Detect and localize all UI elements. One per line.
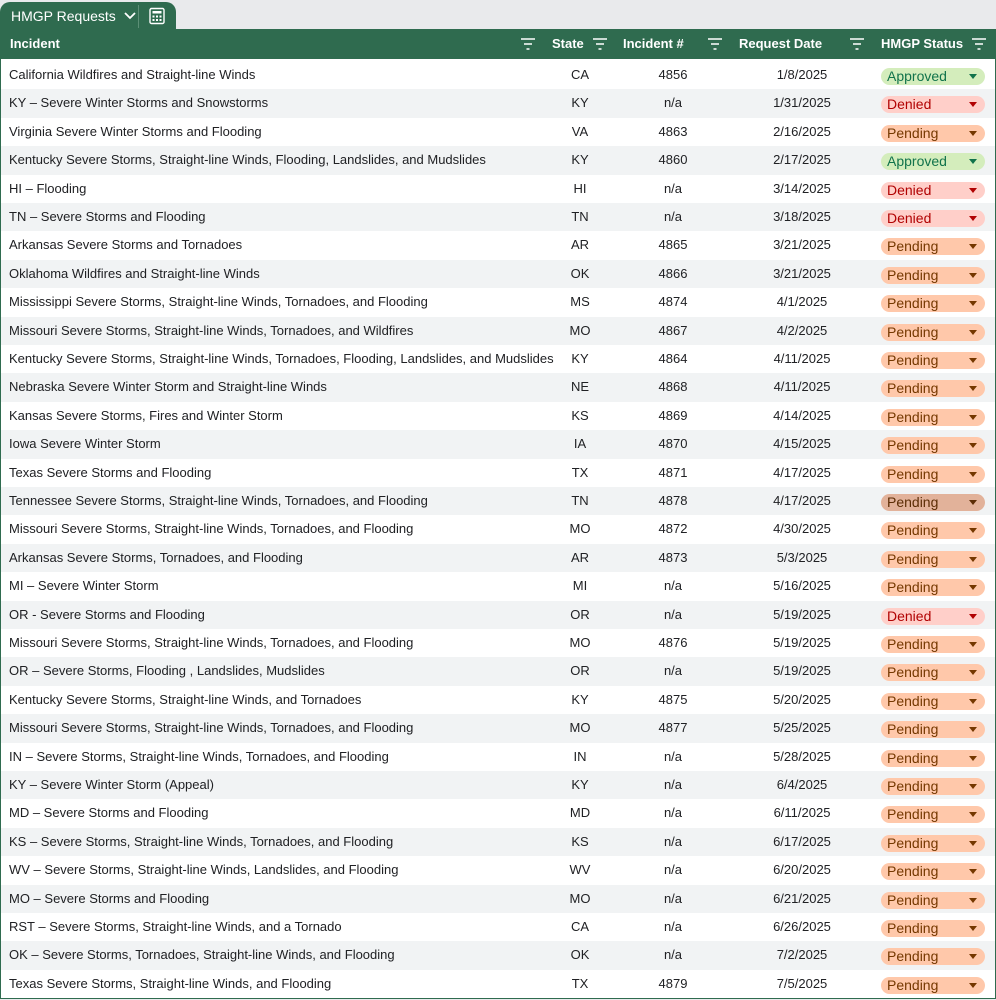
dropdown-arrow-icon[interactable] [969, 557, 977, 562]
state-cell[interactable]: NE [570, 379, 590, 395]
incident-number-cell[interactable]: n/a [663, 209, 683, 224]
incident-cell[interactable]: Arkansas Severe Storms and Tornadoes [9, 237, 243, 253]
table-row[interactable] [1, 430, 995, 458]
status-dropdown-chip[interactable] [881, 835, 985, 852]
incident-number-cell[interactable]: 4871 [658, 464, 688, 480]
incident-number-cell[interactable]: 4873 [658, 549, 688, 565]
status-label: Pending [887, 579, 939, 596]
status-label: Pending [887, 920, 939, 936]
status-label: Pending [887, 352, 939, 368]
request-date-cell[interactable]: 6/4/2025 [776, 777, 828, 792]
table-row[interactable] [1, 572, 995, 600]
dropdown-arrow-icon[interactable] [969, 585, 977, 590]
request-date-cell[interactable]: 7/2/2025 [776, 947, 828, 963]
status-label: Denied [887, 210, 932, 226]
status-dropdown-chip[interactable] [881, 693, 985, 710]
incident-number-cell[interactable]: 4872 [658, 521, 688, 537]
state-cell[interactable]: AR [570, 549, 590, 565]
status-dropdown-chip[interactable] [881, 636, 985, 653]
incident-number-cell[interactable]: 4863 [658, 123, 688, 139]
incident-number-cell[interactable]: n/a [663, 919, 683, 934]
state-cell[interactable]: TX [571, 975, 589, 991]
table-row[interactable] [1, 913, 995, 941]
state-cell[interactable]: AR [570, 237, 590, 253]
request-date-cell[interactable]: 4/11/2025 [773, 379, 831, 395]
state-cell[interactable]: OK [570, 265, 590, 281]
status-dropdown-chip[interactable] [881, 608, 985, 625]
status-dropdown-chip[interactable] [881, 210, 985, 227]
incident-cell[interactable]: Oklahoma Wildfires and Straight-line Winds [9, 265, 260, 281]
header-request-date[interactable]: Request Date [739, 36, 823, 51]
status-label: Pending [887, 437, 939, 454]
dropdown-arrow-icon[interactable] [969, 188, 977, 193]
table-row[interactable] [1, 345, 995, 373]
table-row[interactable] [1, 402, 995, 430]
table-row[interactable] [1, 828, 995, 856]
incident-cell[interactable]: Kansas Severe Storms, Fires and Winter Storm [9, 407, 283, 423]
incident-number-cell[interactable]: 4868 [658, 379, 688, 395]
status-dropdown-chip[interactable] [881, 238, 985, 255]
status-label: Pending [887, 834, 939, 851]
header-incident[interactable]: Incident [10, 36, 60, 51]
dropdown-arrow-icon[interactable] [969, 216, 977, 221]
state-cell[interactable]: OR [570, 606, 590, 622]
state-cell[interactable]: TN [571, 493, 589, 508]
dropdown-arrow-icon[interactable] [969, 954, 977, 959]
status-label: Pending [887, 976, 939, 993]
table-row[interactable] [1, 601, 995, 629]
incident-cell[interactable]: OR – Severe Storms, Flooding , Landslides, Mudslides [9, 663, 325, 679]
incident-cell[interactable]: MO – Severe Storms and Flooding [9, 890, 210, 906]
table-row[interactable] [1, 260, 995, 288]
incident-cell[interactable]: IN – Severe Storms, Straight-line Winds, Tornadoes, and Flooding [9, 748, 389, 764]
status-label: Denied [887, 607, 932, 624]
request-date-cell[interactable]: 5/19/2025 [773, 663, 831, 679]
status-dropdown-chip[interactable] [881, 153, 985, 170]
request-date-cell[interactable]: 4/1/2025 [776, 294, 828, 310]
dropdown-arrow-icon[interactable] [969, 926, 977, 931]
request-date-cell[interactable]: 4/11/2025 [773, 351, 831, 366]
state-cell[interactable]: CA [570, 919, 590, 934]
request-date-cell[interactable]: 3/21/2025 [773, 237, 831, 253]
table-row[interactable] [1, 175, 995, 203]
status-label: Pending [887, 295, 939, 312]
dropdown-arrow-icon[interactable] [969, 500, 977, 505]
dropdown-arrow-icon[interactable] [969, 784, 977, 789]
request-date-cell[interactable]: 2/17/2025 [773, 152, 831, 168]
incident-number-cell[interactable]: n/a [663, 862, 683, 878]
status-dropdown-chip[interactable] [881, 778, 985, 795]
request-date-cell[interactable]: 3/21/2025 [773, 265, 831, 281]
sheet-tab[interactable] [0, 2, 176, 29]
dropdown-arrow-icon[interactable] [969, 983, 977, 988]
filter-icon[interactable] [708, 38, 722, 50]
status-dropdown-chip[interactable] [881, 977, 985, 994]
incident-cell[interactable]: Kentucky Severe Storms, Straight-line Winds, Tornadoes, Flooding, Landslides, and Mudslides [9, 351, 554, 366]
status-label: Pending [887, 323, 939, 340]
state-cell[interactable]: IN [573, 748, 587, 764]
request-date-cell[interactable]: 5/25/2025 [773, 720, 831, 736]
incident-cell[interactable]: Nebraska Severe Winter Storm and Straight-line Winds [9, 379, 327, 395]
incident-cell[interactable]: OK – Severe Storms, Tornadoes, Straight-line Winds, and Flooding [9, 947, 395, 963]
status-dropdown-chip[interactable] [881, 125, 985, 142]
calculator-icon[interactable] [148, 7, 166, 25]
status-label: Pending [887, 948, 939, 965]
incident-number-cell[interactable]: n/a [663, 748, 683, 764]
table-row[interactable] [1, 799, 995, 827]
status-dropdown-chip[interactable] [881, 466, 985, 483]
table-row[interactable] [1, 657, 995, 685]
incident-number-cell[interactable]: n/a [663, 180, 683, 196]
incident-cell[interactable]: MD – Severe Storms and Flooding [9, 805, 209, 821]
dropdown-arrow-icon[interactable] [969, 642, 977, 647]
incident-number-cell[interactable]: 4878 [658, 493, 688, 508]
request-date-cell[interactable]: 6/17/2025 [773, 833, 831, 849]
incident-cell[interactable]: Texas Severe Storms, Straight-line Winds, and Flooding [9, 975, 332, 991]
state-cell[interactable]: MO [569, 521, 591, 537]
state-cell[interactable]: VA [571, 123, 589, 139]
request-date-cell[interactable]: 2/16/2025 [773, 123, 831, 139]
dropdown-arrow-icon[interactable] [969, 415, 977, 420]
dropdown-arrow-icon[interactable] [969, 443, 977, 448]
state-cell[interactable]: KY [571, 351, 589, 366]
state-cell[interactable]: HI [573, 180, 587, 196]
state-cell[interactable]: OR [570, 663, 590, 679]
state-cell[interactable]: KY [571, 691, 589, 707]
status-label: Pending [887, 636, 939, 652]
status-label: Approved [887, 68, 947, 84]
dropdown-arrow-icon[interactable] [969, 699, 977, 704]
status-dropdown-chip[interactable] [881, 806, 985, 823]
table-row[interactable] [1, 941, 995, 969]
request-date-cell[interactable]: 3/18/2025 [773, 209, 831, 224]
request-date-cell[interactable]: 4/14/2025 [773, 407, 831, 423]
table-row[interactable] [1, 714, 995, 742]
incident-number-cell[interactable]: n/a [663, 805, 683, 821]
incident-cell[interactable]: MI – Severe Winter Storm [9, 578, 159, 594]
dropdown-arrow-icon[interactable] [969, 74, 977, 79]
incident-number-cell[interactable]: n/a [663, 663, 683, 679]
status-label: Denied [887, 181, 932, 198]
status-label: Pending [887, 124, 939, 141]
table-row[interactable] [1, 118, 995, 146]
incident-cell[interactable]: Virginia Severe Winter Storms and Flooding [9, 123, 262, 139]
dropdown-arrow-icon[interactable] [969, 869, 977, 874]
filter-icon[interactable] [593, 38, 607, 50]
status-dropdown-chip[interactable] [881, 295, 985, 312]
status-label: Pending [887, 408, 939, 425]
state-cell[interactable]: KS [571, 407, 589, 423]
status-label: Denied [887, 96, 932, 113]
request-date-cell[interactable]: 1/8/2025 [776, 67, 828, 82]
status-dropdown-chip[interactable] [881, 664, 985, 681]
table-row[interactable] [1, 89, 995, 117]
incident-number-cell[interactable]: 4875 [658, 691, 688, 707]
incident-cell[interactable]: Missouri Severe Storms, Straight-line Winds, Tornadoes, and Flooding [9, 720, 414, 736]
status-dropdown-chip[interactable] [881, 721, 985, 738]
incident-cell[interactable]: Missouri Severe Storms, Straight-line Winds, Tornadoes, and Flooding [9, 635, 414, 650]
table-row[interactable] [1, 771, 995, 799]
request-date-cell[interactable]: 5/16/2025 [773, 578, 831, 594]
dropdown-arrow-icon[interactable] [969, 102, 977, 107]
incident-cell[interactable]: WV – Severe Storms, Straight-line Winds, Landslides, and Flooding [9, 862, 399, 878]
dropdown-arrow-icon[interactable] [969, 301, 977, 306]
request-date-cell[interactable]: 3/14/2025 [773, 180, 831, 196]
incident-number-cell[interactable]: 4867 [658, 322, 688, 338]
dropdown-arrow-icon[interactable] [969, 131, 977, 136]
table-row[interactable] [1, 885, 995, 913]
status-dropdown-chip[interactable] [881, 324, 985, 341]
state-cell[interactable]: MD [569, 805, 591, 821]
dropdown-arrow-icon[interactable] [969, 273, 977, 278]
incident-cell[interactable]: OR - Severe Storms and Flooding [9, 606, 205, 622]
state-cell[interactable]: KY [571, 95, 589, 111]
incident-number-cell[interactable]: 4877 [658, 720, 688, 736]
status-dropdown-chip[interactable] [881, 380, 985, 397]
status-dropdown-chip[interactable] [881, 68, 985, 85]
incident-cell[interactable]: Kentucky Severe Storms, Straight-line Winds, Flooding, Landslides, and Mudslides [9, 152, 486, 168]
state-cell[interactable]: KS [571, 833, 589, 849]
status-label: Approved [887, 153, 947, 170]
status-label: Pending [887, 778, 939, 794]
incident-number-cell[interactable]: 4866 [658, 265, 688, 281]
request-date-cell[interactable]: 4/15/2025 [773, 436, 831, 452]
incident-cell[interactable]: KY – Severe Winter Storms and Snowstorms [9, 95, 269, 111]
request-date-cell[interactable]: 6/21/2025 [773, 890, 831, 906]
incident-number-cell[interactable]: 4860 [658, 152, 688, 168]
state-cell[interactable]: MO [569, 720, 591, 736]
incident-cell[interactable]: Missouri Severe Storms, Straight-line Winds, Tornadoes, and Flooding [9, 521, 414, 537]
status-dropdown-chip[interactable] [881, 892, 985, 909]
incident-cell[interactable]: California Wildfires and Straight-line Winds [9, 67, 256, 82]
table-row[interactable] [1, 743, 995, 771]
status-dropdown-chip[interactable] [881, 352, 985, 369]
request-date-cell[interactable]: 7/5/2025 [776, 975, 828, 991]
incident-cell[interactable]: RST – Severe Storms, Straight-line Winds, and a Tornado [9, 919, 342, 934]
table-row[interactable] [1, 544, 995, 572]
table-header [1, 29, 995, 59]
dropdown-arrow-icon[interactable] [969, 528, 977, 533]
state-cell[interactable]: CA [570, 67, 590, 82]
table-row[interactable] [1, 459, 995, 487]
incident-cell[interactable]: Mississippi Severe Storms, Straight-line Winds, Tornadoes, and Flooding [9, 294, 428, 310]
request-date-cell[interactable]: 4/17/2025 [773, 493, 831, 508]
tab-divider [138, 5, 139, 28]
status-label: Pending [887, 465, 939, 482]
request-date-cell[interactable]: 5/20/2025 [773, 691, 831, 707]
status-dropdown-chip[interactable] [881, 437, 985, 454]
incident-number-cell[interactable]: 4869 [658, 407, 688, 423]
status-label: Pending [887, 664, 939, 681]
incident-number-cell[interactable]: 4864 [658, 351, 688, 366]
status-dropdown-chip[interactable] [881, 267, 985, 284]
status-dropdown-chip[interactable] [881, 551, 985, 568]
status-dropdown-chip[interactable] [881, 579, 985, 596]
table-row[interactable] [1, 856, 995, 884]
incident-number-cell[interactable]: n/a [663, 890, 683, 906]
status-label: Pending [887, 806, 939, 823]
incident-number-cell[interactable]: 4874 [658, 294, 688, 310]
state-cell[interactable]: MO [569, 322, 591, 338]
table-sheet [0, 29, 996, 999]
incident-number-cell[interactable]: n/a [663, 833, 683, 849]
incident-cell[interactable]: KY – Severe Winter Storm (Appeal) [9, 777, 214, 792]
incident-number-cell[interactable]: n/a [663, 95, 683, 111]
table-row[interactable] [1, 146, 995, 174]
dropdown-arrow-icon[interactable] [969, 841, 977, 846]
table-row[interactable] [1, 515, 995, 543]
status-label: Pending [887, 494, 939, 510]
status-dropdown-chip[interactable] [881, 920, 985, 937]
request-date-cell[interactable]: 6/11/2025 [773, 805, 831, 821]
header-incident-number[interactable]: Incident # [623, 36, 684, 51]
status-label: Pending [887, 721, 939, 738]
status-label: Pending [887, 380, 939, 397]
dropdown-arrow-icon[interactable] [969, 386, 977, 391]
state-cell[interactable]: KY [571, 777, 589, 792]
incident-cell[interactable]: Missouri Severe Storms, Straight-line Winds, Tornadoes, and Wildfires [9, 322, 414, 338]
incident-number-cell[interactable]: 4865 [658, 237, 688, 253]
incident-number-cell[interactable]: n/a [663, 578, 683, 594]
filter-icon[interactable] [972, 38, 986, 50]
request-date-cell[interactable]: 5/19/2025 [773, 635, 831, 650]
incident-cell[interactable]: HI – Flooding [9, 180, 87, 196]
incident-cell[interactable]: Iowa Severe Winter Storm [9, 436, 161, 452]
status-dropdown-chip[interactable] [881, 182, 985, 199]
state-cell[interactable]: TX [571, 464, 589, 480]
dropdown-arrow-icon[interactable] [969, 330, 977, 335]
status-dropdown-chip[interactable] [881, 948, 985, 965]
table-row[interactable] [1, 288, 995, 316]
status-label: Pending [887, 522, 939, 539]
table-row[interactable] [1, 686, 995, 714]
status-label: Pending [887, 692, 939, 709]
state-cell[interactable]: MI [572, 578, 588, 594]
table-row[interactable] [1, 970, 995, 998]
request-date-cell[interactable]: 6/20/2025 [773, 862, 831, 878]
incident-cell[interactable]: KS – Severe Storms, Straight-line Winds, Tornadoes, and Flooding [9, 833, 394, 849]
status-label: Pending [887, 550, 939, 567]
sheet-tab-name[interactable]: HMGP Requests [11, 7, 116, 24]
dropdown-arrow-icon[interactable] [969, 756, 977, 761]
incident-cell[interactable]: TN – Severe Storms and Flooding [9, 209, 206, 224]
dropdown-arrow-icon[interactable] [969, 614, 977, 619]
dropdown-arrow-icon[interactable] [969, 898, 977, 903]
state-cell[interactable]: WV [569, 862, 591, 878]
status-dropdown-chip[interactable] [881, 863, 985, 880]
request-date-cell[interactable]: 6/26/2025 [773, 919, 831, 934]
incident-cell[interactable]: Arkansas Severe Storms, Tornadoes, and Flooding [9, 549, 303, 565]
status-dropdown-chip[interactable] [881, 409, 985, 426]
table-row[interactable] [1, 629, 995, 657]
incident-number-cell[interactable]: 4879 [658, 975, 688, 991]
dropdown-arrow-icon[interactable] [969, 159, 977, 164]
incident-cell[interactable]: Tennessee Severe Storms, Straight-line Winds, Tornadoes, and Flooding [9, 493, 428, 508]
request-date-cell[interactable]: 5/28/2025 [773, 748, 831, 764]
table-row[interactable] [1, 317, 995, 345]
dropdown-arrow-icon[interactable] [969, 472, 977, 477]
incident-number-cell[interactable]: 4870 [658, 436, 688, 452]
filter-icon[interactable] [850, 38, 864, 50]
status-label: Pending [887, 863, 939, 880]
request-date-cell[interactable]: 4/2/2025 [776, 322, 828, 338]
incident-number-cell[interactable]: 4876 [658, 635, 688, 650]
incident-number-cell[interactable]: n/a [663, 947, 683, 963]
state-cell[interactable]: OK [570, 947, 590, 963]
table-row[interactable] [1, 203, 995, 231]
header-state[interactable]: State [552, 36, 584, 51]
state-cell[interactable]: KY [571, 152, 589, 168]
dropdown-arrow-icon[interactable] [969, 727, 977, 732]
status-dropdown-chip[interactable] [881, 750, 985, 767]
state-cell[interactable]: MS [570, 294, 590, 310]
dropdown-arrow-icon[interactable] [969, 244, 977, 249]
incident-cell[interactable]: Kentucky Severe Storms, Straight-line Winds, and Tornadoes [9, 691, 362, 707]
request-date-cell[interactable]: 4/17/2025 [773, 464, 831, 480]
header-hmgp-status[interactable]: HMGP Status [881, 36, 964, 51]
request-date-cell[interactable]: 5/3/2025 [776, 549, 828, 565]
table-row[interactable] [1, 231, 995, 259]
request-date-cell[interactable]: 1/31/2025 [773, 95, 831, 111]
state-cell[interactable]: IA [573, 436, 587, 452]
filter-icon[interactable] [521, 38, 535, 50]
request-date-cell[interactable]: 4/30/2025 [773, 521, 831, 537]
status-dropdown-chip[interactable] [881, 494, 985, 511]
dropdown-arrow-icon[interactable] [969, 358, 977, 363]
status-label: Pending [887, 238, 939, 255]
status-label: Pending [887, 749, 939, 766]
status-dropdown-chip[interactable] [881, 522, 985, 539]
status-label: Pending [887, 891, 939, 908]
state-cell[interactable]: MO [569, 635, 591, 650]
chevron-down-icon[interactable] [124, 12, 136, 20]
incident-cell[interactable]: Texas Severe Storms and Flooding [9, 464, 212, 480]
state-cell[interactable]: TN [571, 209, 589, 224]
sheet-tab-bar [0, 0, 996, 29]
status-label: Pending [887, 266, 939, 283]
dropdown-arrow-icon[interactable] [969, 670, 977, 675]
incident-number-cell[interactable]: n/a [663, 777, 683, 792]
state-cell[interactable]: MO [569, 890, 591, 906]
incident-number-cell[interactable]: 4856 [658, 67, 688, 82]
table-row[interactable] [1, 61, 995, 89]
table-row[interactable] [1, 373, 995, 401]
table-row[interactable] [1, 487, 995, 515]
dropdown-arrow-icon[interactable] [969, 812, 977, 817]
status-dropdown-chip[interactable] [881, 96, 985, 113]
request-date-cell[interactable]: 5/19/2025 [773, 606, 831, 622]
incident-number-cell[interactable]: n/a [663, 606, 683, 622]
